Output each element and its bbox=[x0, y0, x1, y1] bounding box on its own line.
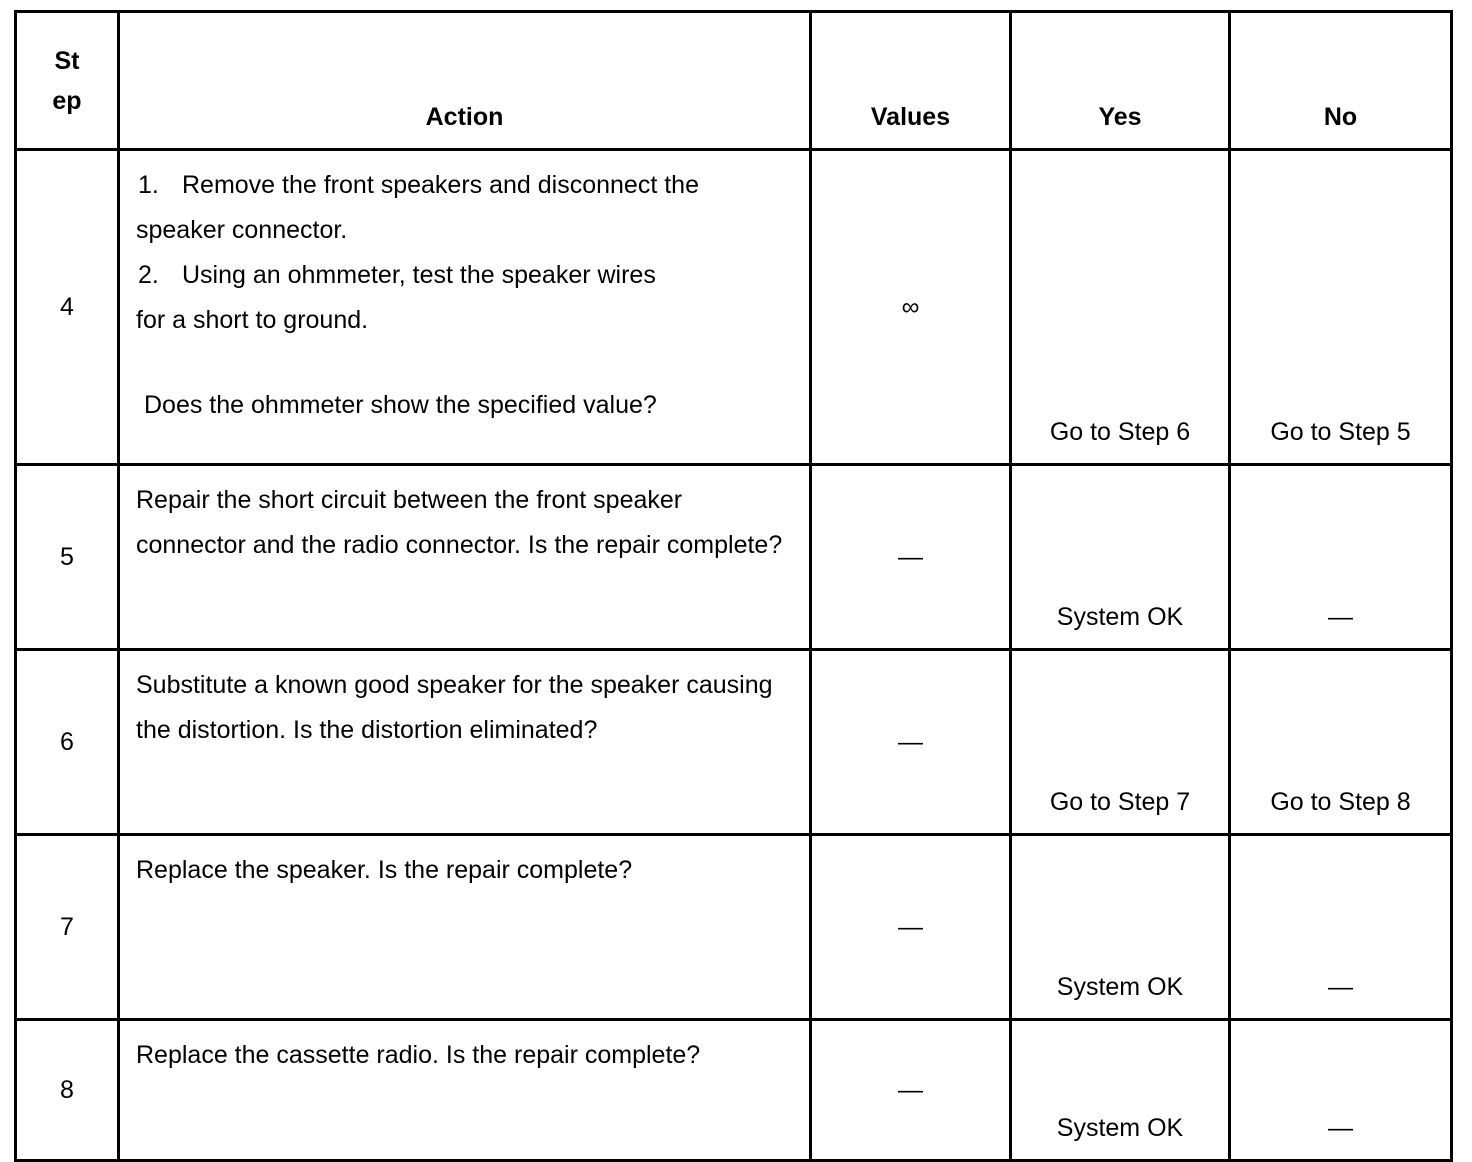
no-cell: — bbox=[1230, 1020, 1452, 1161]
yes-cell: System OK bbox=[1011, 465, 1230, 650]
table-row-step-7 bbox=[16, 835, 1452, 1020]
action-question: Does the ohmmeter show the specified value? bbox=[144, 391, 657, 419]
no-cell: Go to Step 5 bbox=[1230, 150, 1452, 465]
table-row-step-6 bbox=[16, 650, 1452, 835]
step-number: 4 bbox=[16, 150, 119, 465]
step-number: 6 bbox=[16, 650, 119, 835]
yes-cell: System OK bbox=[1011, 835, 1230, 1020]
instruction-continuation: for a short to ground. bbox=[136, 306, 369, 334]
instruction-continuation: speaker connector. bbox=[136, 216, 348, 244]
step-header-line1: St bbox=[54, 46, 80, 75]
no-cell: — bbox=[1230, 835, 1452, 1020]
diagnostic-table bbox=[14, 10, 1453, 1162]
action-column-header: Action bbox=[119, 12, 811, 150]
no-cell: — bbox=[1230, 465, 1452, 650]
instruction-text: Using an ohmmeter, test the speaker wires bbox=[182, 261, 656, 289]
action-cell: Replace the cassette radio. Is the repair complete? bbox=[119, 1020, 811, 1161]
values-cell: — bbox=[811, 835, 1011, 1020]
instruction-2 bbox=[136, 253, 795, 343]
no-cell: Go to Step 8 bbox=[1230, 650, 1452, 835]
instruction-number: 2. bbox=[138, 261, 159, 289]
action-cell: Replace the speaker. Is the repair complete? bbox=[119, 835, 811, 1020]
diagnostic-table-container bbox=[14, 10, 1453, 1162]
step-number: 7 bbox=[16, 835, 119, 1020]
action-cell: Substitute a known good speaker for the speaker causing the distortion. Is the distortion eliminated? bbox=[119, 650, 811, 835]
step-header-line2: ep bbox=[52, 86, 82, 115]
spacer bbox=[136, 343, 795, 383]
table-row-step-4 bbox=[16, 150, 1452, 465]
step-column-header bbox=[16, 12, 119, 150]
table-row-step-5 bbox=[16, 465, 1452, 650]
step-number: 8 bbox=[16, 1020, 119, 1161]
values-cell: — bbox=[811, 650, 1011, 835]
values-cell: — bbox=[811, 465, 1011, 650]
no-column-header: No bbox=[1230, 12, 1452, 150]
yes-cell: Go to Step 6 bbox=[1011, 150, 1230, 465]
values-cell: ∞ bbox=[811, 150, 1011, 465]
instruction-text: Remove the front speakers and disconnect the bbox=[182, 171, 699, 199]
values-cell: — bbox=[811, 1020, 1011, 1161]
action-cell: Repair the short circuit between the front speaker connector and the radio connector. Is the repair complete? bbox=[119, 465, 811, 650]
instruction-number: 1. bbox=[138, 171, 159, 199]
header-row bbox=[16, 12, 1452, 150]
yes-cell: System OK bbox=[1011, 1020, 1230, 1161]
instruction-1 bbox=[136, 163, 795, 253]
values-column-header: Values bbox=[811, 12, 1011, 150]
table-row-step-8 bbox=[16, 1020, 1452, 1161]
step-number: 5 bbox=[16, 465, 119, 650]
yes-column-header: Yes bbox=[1011, 12, 1230, 150]
yes-cell: Go to Step 7 bbox=[1011, 650, 1230, 835]
action-cell bbox=[119, 150, 811, 465]
